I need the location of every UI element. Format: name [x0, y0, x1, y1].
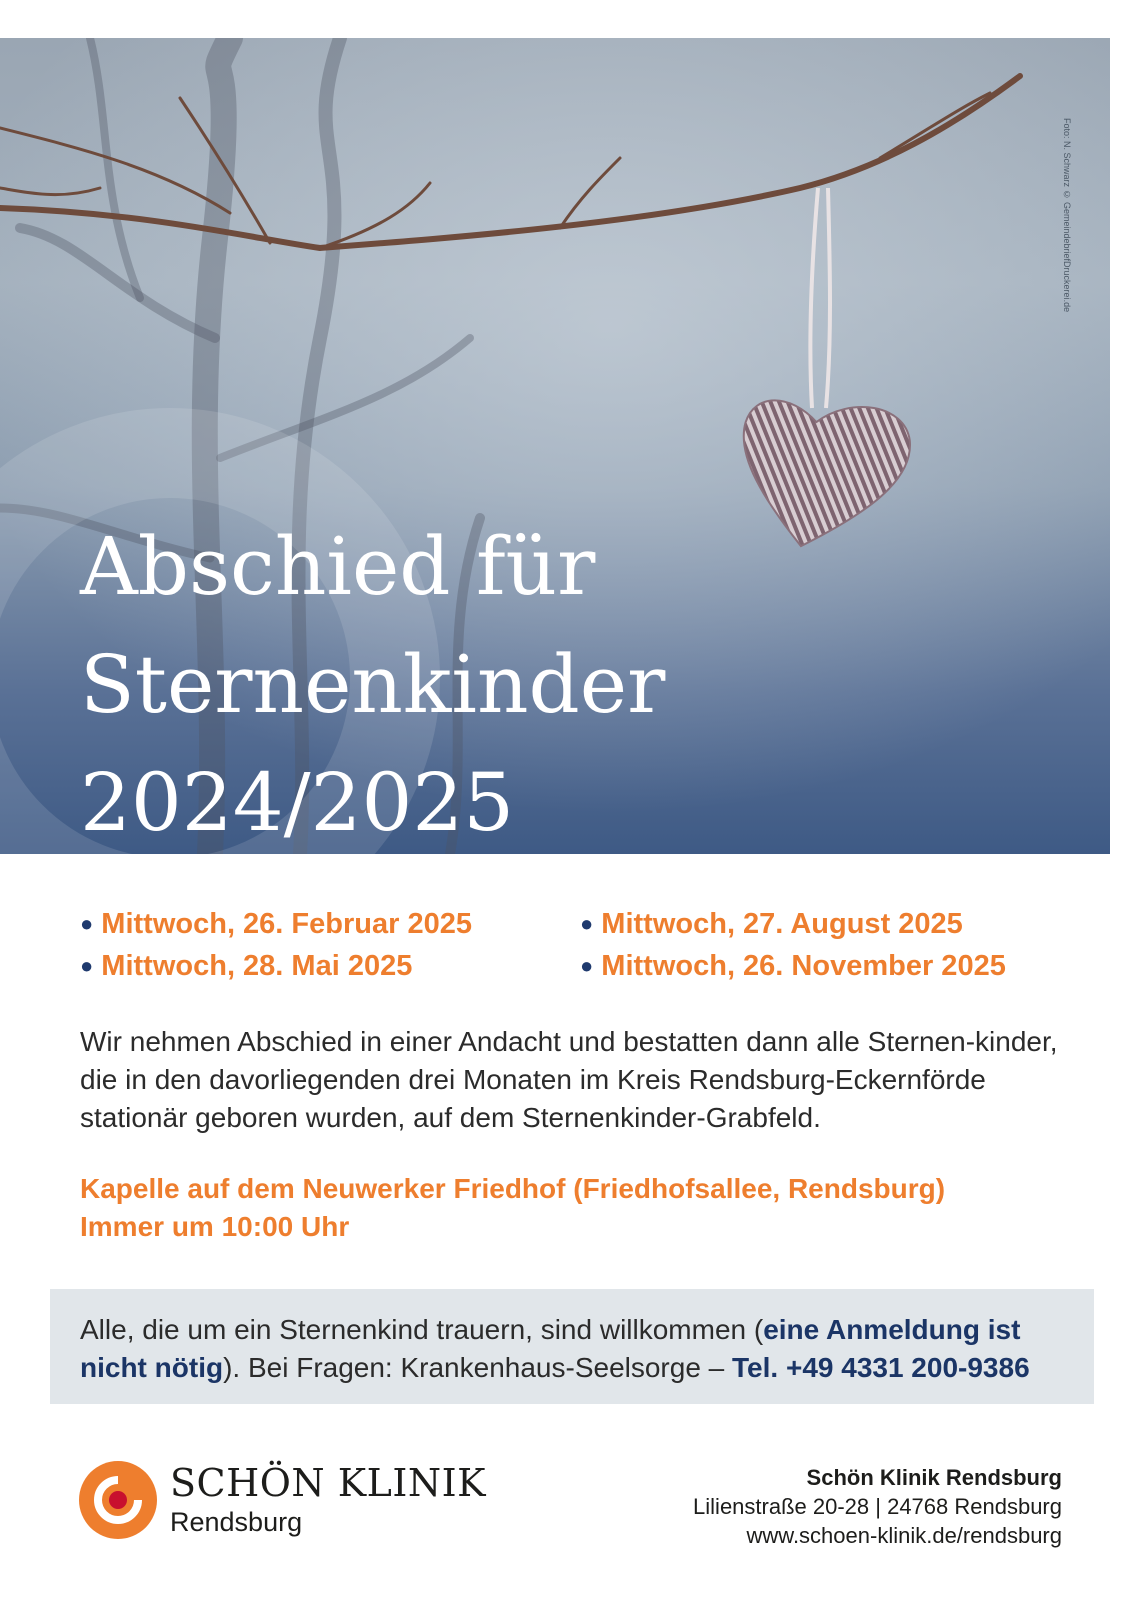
info-text-part: ). Bei Fragen: Krankenhaus-Seelsorge –	[223, 1352, 733, 1383]
bullet-icon: ●	[580, 911, 594, 936]
photo-credit: Foto: N. Schwarz © GemeindebriefDruckerei.de	[1062, 118, 1072, 313]
date-text: Mittwoch, 27. August 2025	[601, 908, 963, 940]
info-box	[50, 1289, 1094, 1404]
clinic-street: Lilienstraße 20-28 | 24768 Rendsburg	[693, 1494, 1062, 1519]
page-title	[80, 508, 665, 854]
hero-image	[0, 38, 1110, 854]
info-text-part: Alle, die um ein Sternenkind trauern, sind willkommen (	[80, 1314, 764, 1345]
bullet-icon: ●	[80, 953, 94, 978]
clinic-name: Schön Klinik Rendsburg	[806, 1465, 1062, 1490]
date-item	[80, 947, 580, 985]
schoen-klinik-logo-icon	[78, 1460, 158, 1540]
time-text: Immer um 10:00 Uhr	[80, 1211, 350, 1242]
info-text	[80, 1311, 1080, 1387]
bullet-icon: ●	[580, 953, 594, 978]
title-line-1: Abschied für	[80, 520, 596, 613]
date-item	[580, 905, 1060, 943]
date-item	[580, 947, 1060, 985]
date-text: Mittwoch, 26. Februar 2025	[101, 908, 472, 940]
date-text: Mittwoch, 28. Mai 2025	[101, 950, 413, 982]
logo-name: SCHÖN KLINIK	[170, 1461, 487, 1505]
clinic-website[interactable]: www.schoen-klinik.de/rendsburg	[746, 1523, 1062, 1548]
logo-location: Rendsburg	[170, 1507, 303, 1537]
address-block	[693, 1463, 1062, 1550]
phone-number[interactable]: Tel. +49 4331 200-9386	[732, 1352, 1030, 1383]
date-list	[80, 905, 1060, 985]
location-block	[80, 1170, 1080, 1246]
title-line-2: Sternenkinder	[80, 638, 666, 731]
date-item	[80, 905, 580, 943]
title-line-3: 2024/2025	[80, 756, 515, 849]
intro-paragraph: Wir nehmen Abschied in einer Andacht und bestatten dann alle Sternen-kinder, die in den davorliegenden drei Monaten im Kreis Rendsburg-Eckernförde stationär geboren wurden, auf dem Sternenkinder-Grabfeld.	[80, 1026, 1058, 1133]
location-text: Kapelle auf dem Neuwerker Friedhof (Friedhofsallee, Rendsburg)	[80, 1173, 946, 1204]
date-text: Mittwoch, 26. November 2025	[601, 950, 1006, 982]
bullet-icon: ●	[80, 911, 94, 936]
registration-note: eine Anmeldung ist nicht nötig	[80, 1314, 1021, 1383]
logo-wordmark	[170, 1462, 486, 1540]
